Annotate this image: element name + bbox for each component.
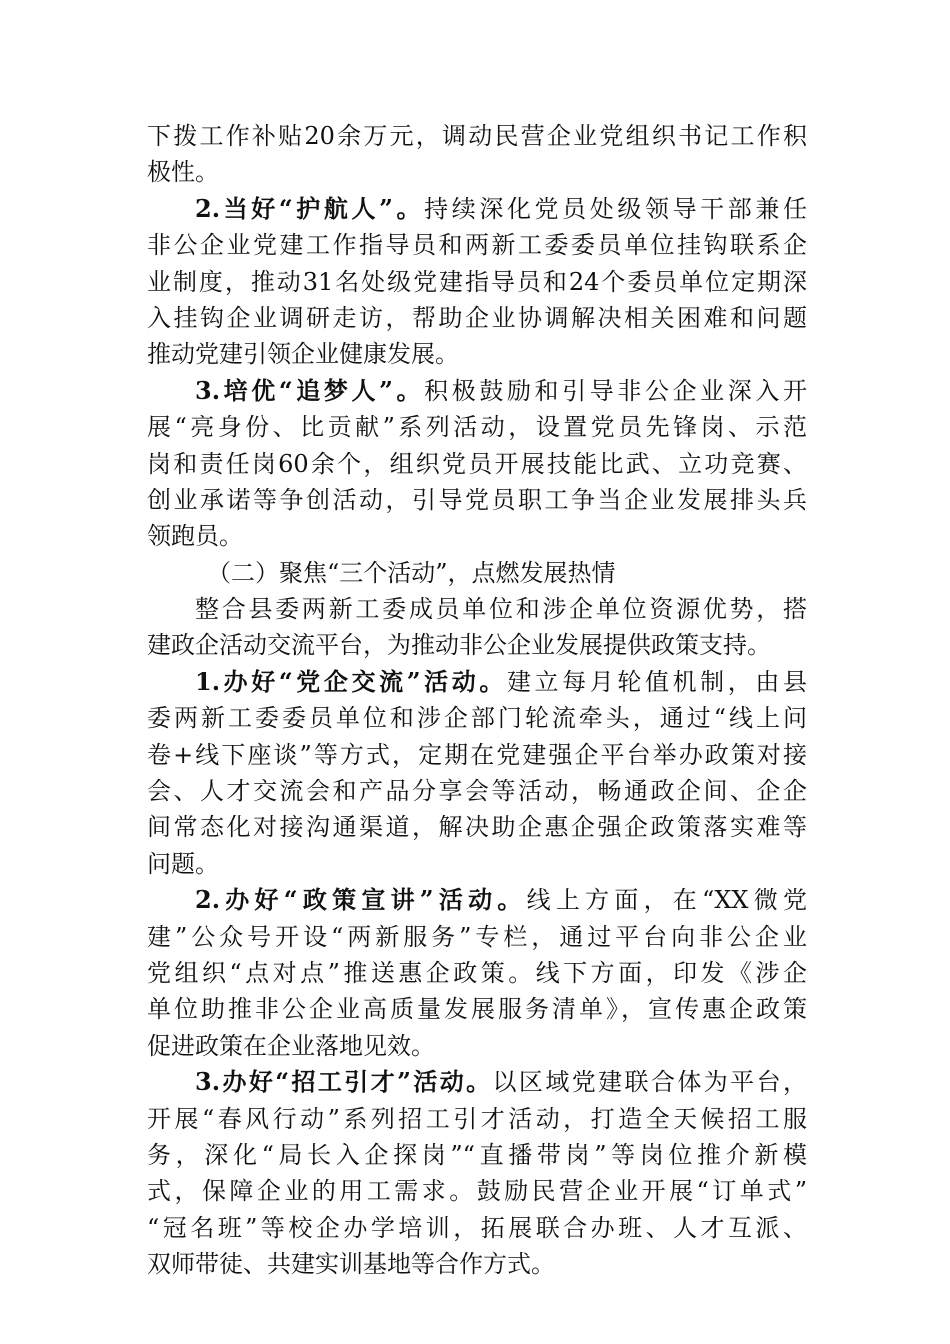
text-segment: 创业承诺等争创活动，引导党员职工争当企业发展排头兵 xyxy=(147,485,807,514)
text-line xyxy=(147,446,807,482)
item-heading: 1.办好“党企交流”活动。 xyxy=(195,666,507,696)
text-segment: 业制度，推动31名处级党建指导员和24个委员单位定期深 xyxy=(147,267,807,296)
text-segment: 建”公众号开设“两新服务”专栏，通过平台向非公企业 xyxy=(147,922,807,951)
text-segment: 间常态化对接沟通渠道，解决助企惠企强企政策落实难等 xyxy=(147,813,807,842)
text-line xyxy=(147,1101,807,1137)
text-line xyxy=(147,227,807,263)
text-line xyxy=(147,118,807,154)
text-segment: 展“亮身份、比贡献”系列活动，设置党员先锋岗、示范 xyxy=(147,413,807,442)
text-segment: 整合县委两新工委成员单位和涉企单位资源优势，搭 xyxy=(195,595,807,624)
text-line xyxy=(147,518,807,554)
text-segment: 领跑员。 xyxy=(147,522,243,551)
text-segment: 党组织“点对点”推送惠企政策。线下方面，印发《涉企 xyxy=(147,958,807,987)
item-heading: 2.当好“护航人”。 xyxy=(195,193,425,223)
text-line xyxy=(147,1137,807,1173)
paragraph-dream xyxy=(147,373,807,555)
text-segment: 积极鼓励和引导非公企业深入开 xyxy=(424,376,807,405)
text-segment: 极性。 xyxy=(147,158,219,187)
text-line xyxy=(147,409,807,445)
text-segment: 线上方面，在“XX微党 xyxy=(526,886,807,915)
text-line xyxy=(147,591,807,627)
text-segment: 会、人才交流会和产品分享会等活动，畅通政企间、企企 xyxy=(147,777,807,806)
text-line xyxy=(147,482,807,518)
paragraph-subsidy xyxy=(147,118,807,191)
text-segment: 入挂钩企业调研走访，帮助企业协调解决相关困难和问题 xyxy=(147,303,807,332)
text-segment: “冠名班”等校企办学培训，拓展联合办班、人才互派、 xyxy=(147,1213,807,1242)
item-heading: 3.培优“追梦人”。 xyxy=(195,375,425,405)
text-line xyxy=(147,846,807,882)
paragraph-escort xyxy=(147,191,807,373)
text-line xyxy=(147,336,807,372)
text-segment: 卷+线下座谈”等方式，定期在党建强企平台举办政策对接 xyxy=(147,740,807,769)
text-line xyxy=(147,700,807,736)
text-segment: 建立每月轮值机制，由县 xyxy=(506,667,807,696)
paragraph-intro xyxy=(147,591,807,664)
text-line xyxy=(147,191,807,227)
text-segment: 以区域党建联合体为平台， xyxy=(492,1068,807,1097)
text-line xyxy=(147,373,807,409)
text-segment: 推动党建引领企业健康发展。 xyxy=(147,340,459,369)
text-segment: 非公企业党建工作指导员和两新工委委员单位挂钩联系企 xyxy=(147,231,807,260)
text-line xyxy=(147,555,807,591)
paragraph-exchange xyxy=(147,664,807,882)
text-line xyxy=(147,991,807,1027)
text-line xyxy=(147,300,807,336)
text-line xyxy=(147,955,807,991)
text-segment: 岗和责任岗60余个，组织党员开展技能比武、立功竞赛、 xyxy=(147,449,807,478)
item-heading: 3.办好“招工引才”活动。 xyxy=(195,1067,493,1097)
text-line xyxy=(147,1246,807,1282)
paragraph-recruit xyxy=(147,1064,807,1282)
text-segment: 持续深化党员处级领导干部兼任 xyxy=(424,194,807,223)
text-segment: 下拨工作补贴20余万元，调动民营企业党组织书记工作积 xyxy=(147,122,807,150)
paragraph-section-heading xyxy=(147,555,807,591)
text-line xyxy=(147,882,807,918)
text-line xyxy=(147,809,807,845)
paragraph-policy xyxy=(147,882,807,1064)
text-segment: 委两新工委委员单位和涉企部门轮流牵头，通过“线上问 xyxy=(147,704,807,733)
text-line xyxy=(147,773,807,809)
text-line xyxy=(147,1210,807,1246)
text-line xyxy=(147,919,807,955)
text-line xyxy=(147,737,807,773)
text-segment: 务，深化“局长入企探岗”“直播带岗”等岗位推介新模 xyxy=(147,1140,807,1169)
text-segment: 问题。 xyxy=(147,849,219,878)
text-segment: （二）聚焦“三个活动”，点燃发展热情 xyxy=(207,558,616,587)
item-heading: 2.办好“政策宣讲”活动。 xyxy=(195,885,527,915)
document-body xyxy=(147,118,807,1283)
text-line xyxy=(147,664,807,700)
text-segment: 促进政策在企业落地见效。 xyxy=(147,1031,435,1060)
text-segment: 单位助推非公企业高质量发展服务清单》，宣传惠企政策 xyxy=(147,995,807,1024)
text-line xyxy=(147,154,807,190)
text-segment: 建政企活动交流平台，为推动非公企业发展提供政策支持。 xyxy=(147,631,771,660)
text-segment: 开展“春风行动”系列招工引才活动，打造全天候招工服 xyxy=(147,1104,807,1133)
text-line xyxy=(147,1173,807,1209)
text-line xyxy=(147,1064,807,1100)
text-line xyxy=(147,264,807,300)
text-line xyxy=(147,627,807,663)
text-segment: 式，保障企业的用工需求。鼓励民营企业开展“订单式” xyxy=(147,1177,807,1206)
text-segment: 双师带徒、共建实训基地等合作方式。 xyxy=(147,1250,555,1279)
text-line xyxy=(147,1028,807,1064)
